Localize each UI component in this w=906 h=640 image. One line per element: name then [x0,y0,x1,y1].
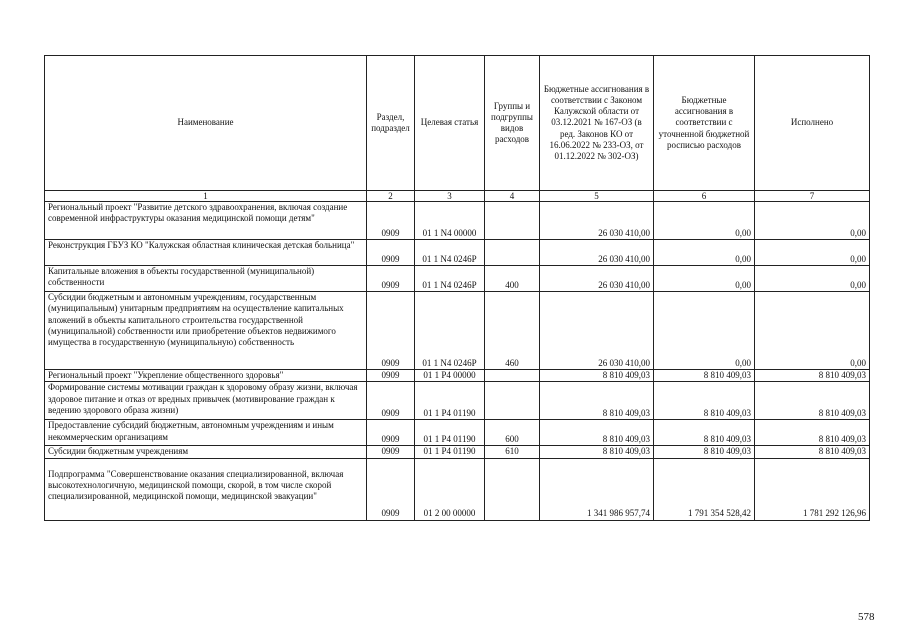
column-number: 4 [485,191,540,202]
row-name: Региональный проект "Развитие детского здравоохранения, включая создание современной инфраструктуры оказания медицинской помощи детям" [45,202,367,240]
row-group: 610 [485,446,540,458]
row-group: 400 [485,266,540,292]
row-razdel: 0909 [367,266,415,292]
row-amount-roster: 8 810 409,03 [654,420,755,446]
row-amount-law: 1 341 986 957,74 [540,458,654,520]
row-name: Формирование системы мотивации граждан к здоровому образу жизни, включая здоровое питание и отказ от вредных привычек (мотивирование граждан к ведению здорового образа жизни) [45,382,367,420]
row-name: Субсидии бюджетным учреждениям [45,446,367,458]
header-statya: Целевая статья [415,56,485,191]
row-group [485,382,540,420]
row-statya: 01 1 P4 01190 [415,446,485,458]
row-amount-law: 8 810 409,03 [540,446,654,458]
row-group [485,202,540,240]
row-name: Капитальные вложения в объекты государственной (муниципальной) собственности [45,266,367,292]
row-razdel: 0909 [367,458,415,520]
row-statya: 01 1 N4 0246P [415,240,485,266]
row-amount-law: 8 810 409,03 [540,370,654,382]
column-number: 1 [45,191,367,202]
row-group [485,458,540,520]
header-razdel: Раздел, подраздел [367,56,415,191]
row-amount-law: 26 030 410,00 [540,202,654,240]
row-statya: 01 1 P4 00000 [415,370,485,382]
row-name: Предоставление субсидий бюджетным, автономным учреждениям и иным некоммерческим организациям [45,420,367,446]
header-col6: Бюджетные ассигнования в соответствии с уточненной бюджетной росписью расходов [654,56,755,191]
row-amount-executed: 0,00 [755,202,870,240]
row-amount-executed: 8 810 409,03 [755,370,870,382]
row-amount-roster: 8 810 409,03 [654,370,755,382]
row-name: Реконструкция ГБУЗ КО "Калужская областная клиническая детская больница" [45,240,367,266]
row-razdel: 0909 [367,382,415,420]
row-group [485,370,540,382]
row-amount-executed: 8 810 409,03 [755,382,870,420]
row-amount-executed: 0,00 [755,292,870,370]
table-row [45,292,870,370]
column-number: 7 [755,191,870,202]
table-row [45,458,870,520]
row-name: Подпрограмма "Совершенствование оказания специализированной, включая высокотехнологичную, медицинской помощи, скорой, в том числе скорой специализированной, медицинской помощи, медицинской эвакуации" [45,458,367,520]
header-row [45,56,870,191]
row-amount-law: 26 030 410,00 [540,240,654,266]
header-col5: Бюджетные ассигнования в соответствии с Законом Калужской области от 03.12.2021 № 167-ОЗ (в ред. Законов КО от 16.06.2022 № 233-ОЗ, от 01.12.2022 № 302-ОЗ) [540,56,654,191]
row-amount-roster: 8 810 409,03 [654,446,755,458]
row-statya: 01 1 N4 00000 [415,202,485,240]
row-statya: 01 1 P4 01190 [415,420,485,446]
header-gruppy: Группы и подгруппы видов расходов [485,56,540,191]
row-razdel: 0909 [367,292,415,370]
row-amount-executed: 0,00 [755,240,870,266]
table-row [45,446,870,458]
row-amount-roster: 0,00 [654,202,755,240]
row-name: Региональный проект "Укрепление общественного здоровья" [45,370,367,382]
row-amount-executed: 8 810 409,03 [755,420,870,446]
row-razdel: 0909 [367,370,415,382]
column-number: 5 [540,191,654,202]
row-razdel: 0909 [367,420,415,446]
row-amount-roster: 8 810 409,03 [654,382,755,420]
table-row [45,382,870,420]
row-amount-executed: 1 781 292 126,96 [755,458,870,520]
column-number: 2 [367,191,415,202]
row-name: Субсидии бюджетным и автономным учреждениям, государственным (муниципальным) унитарным предприятиям на осуществление капитальных вложений в объекты капитального строительства государственной (муниципальной) собственности или приобретение объектов недвижимого имущества в государственную (муниципальную) собственность [45,292,367,370]
row-amount-law: 26 030 410,00 [540,292,654,370]
page-number: 578 [858,611,875,623]
row-statya: 01 1 N4 0246P [415,292,485,370]
column-number: 6 [654,191,755,202]
row-amount-roster: 1 791 354 528,42 [654,458,755,520]
row-amount-roster: 0,00 [654,240,755,266]
row-amount-law: 8 810 409,03 [540,382,654,420]
row-amount-roster: 0,00 [654,292,755,370]
budget-table [44,55,870,521]
column-numbers-row [45,191,870,202]
table-row [45,202,870,240]
row-statya: 01 2 00 00000 [415,458,485,520]
row-amount-law: 26 030 410,00 [540,266,654,292]
row-group [485,240,540,266]
row-amount-law: 8 810 409,03 [540,420,654,446]
row-amount-executed: 0,00 [755,266,870,292]
row-group: 460 [485,292,540,370]
table-body [45,202,870,521]
row-amount-executed: 8 810 409,03 [755,446,870,458]
row-statya: 01 1 N4 0246P [415,266,485,292]
table-row [45,266,870,292]
column-number: 3 [415,191,485,202]
row-group: 600 [485,420,540,446]
row-statya: 01 1 P4 01190 [415,382,485,420]
row-razdel: 0909 [367,446,415,458]
table-row [45,240,870,266]
table-row [45,370,870,382]
header-name: Наименование [45,56,367,191]
row-amount-roster: 0,00 [654,266,755,292]
table-row [45,420,870,446]
header-col7: Исполнено [755,56,870,191]
row-razdel: 0909 [367,240,415,266]
row-razdel: 0909 [367,202,415,240]
